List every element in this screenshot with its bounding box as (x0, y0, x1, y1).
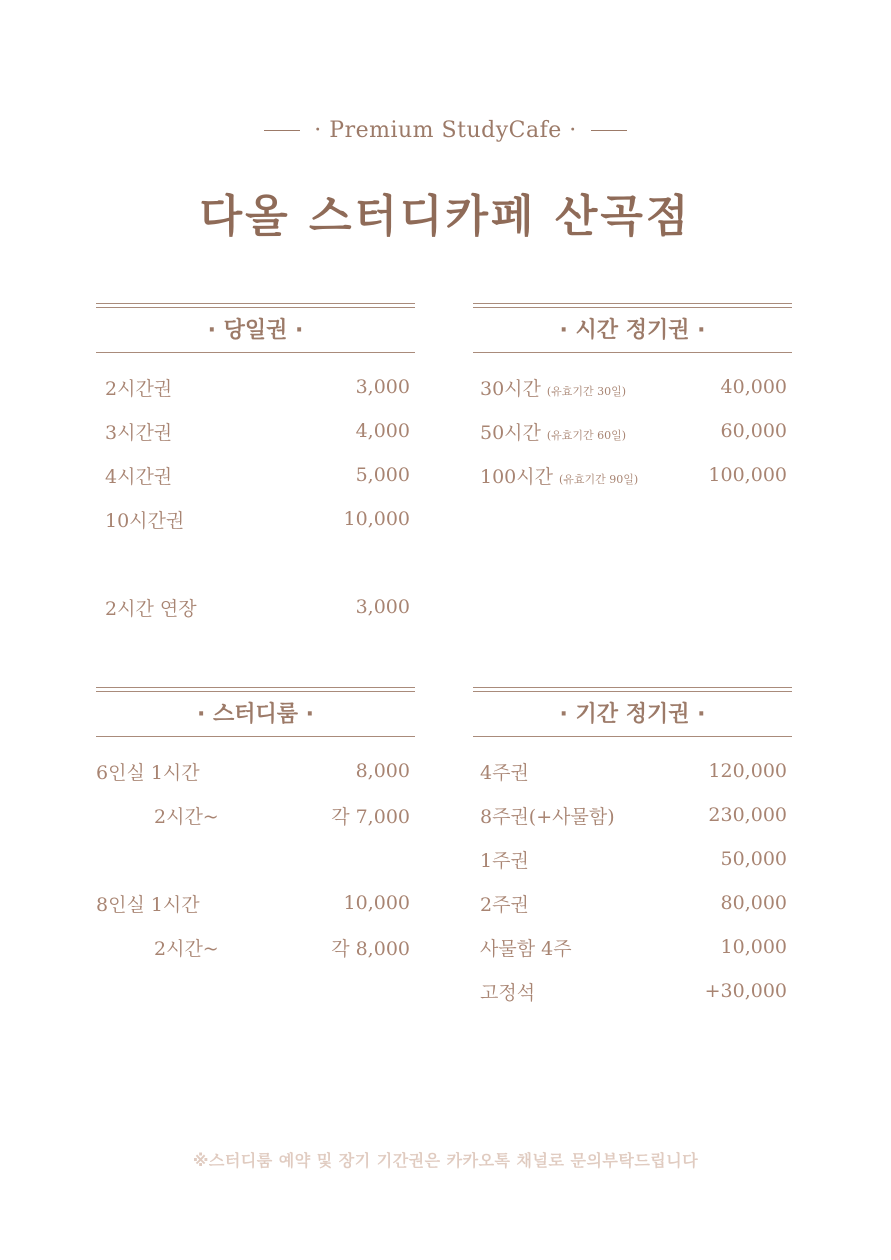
tagline-right-line (591, 130, 627, 131)
section-daily (96, 303, 415, 629)
item-price: 50,000 (720, 848, 787, 870)
item-name: 2시간~ (154, 937, 219, 960)
item-price: 230,000 (708, 804, 787, 826)
price-row (96, 749, 415, 793)
price-row (96, 453, 415, 497)
price-row (96, 497, 415, 541)
item-price: 10,000 (343, 508, 410, 530)
price-row (473, 793, 792, 837)
item-name: 30시간 (480, 377, 541, 400)
item-price: 60,000 (720, 420, 787, 442)
item-note: (유효기간 30일) (546, 384, 627, 398)
item-price: 100,000 (708, 464, 787, 486)
tagline-text: · Premium StudyCafe · (314, 118, 577, 143)
item-price: 10,000 (343, 892, 410, 914)
item-name: 1주권 (480, 849, 529, 872)
item-name: 사물함 4주 (480, 937, 572, 960)
item-price: +30,000 (704, 980, 787, 1002)
item-name: 고정석 (480, 981, 536, 1004)
item-name: 2시간 연장 (105, 597, 197, 620)
price-row (473, 453, 792, 497)
section-studyroom (96, 687, 415, 969)
section-time-pass (473, 303, 792, 497)
item-price: 4,000 (355, 420, 410, 442)
price-row (96, 365, 415, 409)
section-heading: · 당일권 · (96, 308, 415, 353)
footer-notice: ※스터디룸 예약 및 장기 기간권은 카카오톡 채널로 문의부탁드립니다 (192, 1151, 699, 1170)
tagline (0, 118, 891, 143)
item-name: 6인실 1시간 (96, 761, 200, 784)
price-row (96, 793, 415, 837)
section-heading: · 기간 정기권 · (473, 692, 792, 737)
price-row (96, 925, 415, 969)
price-row (96, 881, 415, 925)
price-row (96, 585, 415, 629)
price-row (473, 749, 792, 793)
item-name: 2시간~ (154, 805, 219, 828)
item-name: 10시간권 (105, 509, 185, 532)
item-price: 80,000 (720, 892, 787, 914)
item-note: (유효기간 90일) (558, 472, 639, 486)
price-row (473, 409, 792, 453)
item-price: 3,000 (355, 596, 410, 618)
section-heading: · 시간 정기권 · (473, 308, 792, 353)
tagline-left-line (264, 130, 300, 131)
item-price: 10,000 (720, 936, 787, 958)
item-price: 120,000 (708, 760, 787, 782)
item-price: 40,000 (720, 376, 787, 398)
item-price: 각 7,000 (331, 805, 410, 828)
price-row (473, 837, 792, 881)
item-name: 2시간권 (105, 377, 173, 400)
item-price: 각 8,000 (331, 937, 410, 960)
item-name: 8인실 1시간 (96, 893, 200, 916)
item-price: 8,000 (355, 760, 410, 782)
price-row (473, 881, 792, 925)
item-price: 5,000 (355, 464, 410, 486)
price-row (473, 365, 792, 409)
item-note: (유효기간 60일) (546, 428, 627, 442)
section-period-pass (473, 687, 792, 1013)
item-name: 50시간 (480, 421, 541, 444)
item-name: 4시간권 (105, 465, 173, 488)
item-name: 100시간 (480, 465, 553, 488)
item-name: 2주권 (480, 893, 529, 916)
item-name: 3시간권 (105, 421, 173, 444)
price-row (96, 409, 415, 453)
price-row (473, 925, 792, 969)
section-heading: · 스터디룸 · (96, 692, 415, 737)
item-name: 4주권 (480, 761, 529, 784)
price-row (473, 969, 792, 1013)
item-price: 3,000 (355, 376, 410, 398)
item-name: 8주권(+사물함) (480, 805, 615, 828)
page-title: 다올 스터디카페 산곡점 (199, 191, 692, 242)
